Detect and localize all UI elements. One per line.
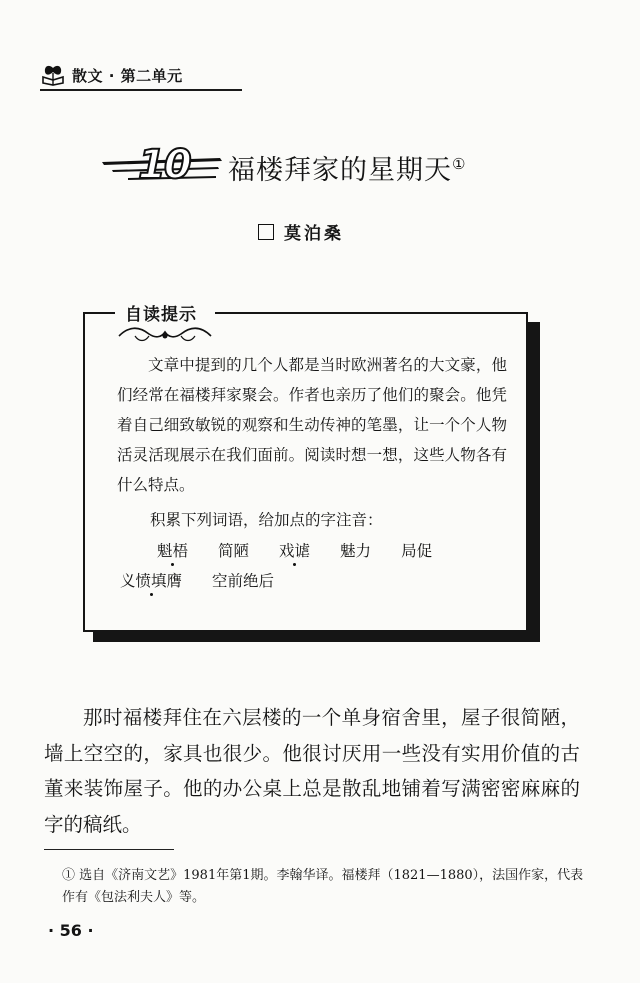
running-header [40,62,290,88]
vocab-word: 魁梧 [157,542,189,560]
lesson-title-block [100,140,540,196]
author-line [258,219,344,244]
page-number: · 56 · [48,921,94,940]
intro-panel-heading [115,296,215,348]
vocab-word: 简陋 [218,542,250,560]
main-text [44,700,580,842]
lesson-title [228,148,466,187]
intro-heading-text: 自读提示 [125,305,197,325]
header-rule [40,89,242,91]
vocab-row-2 [120,569,304,591]
square-bullet-icon [258,224,274,240]
vocab-word: 局促 [401,542,433,560]
author-name: 莫泊桑 [284,224,344,244]
footnote-rule [44,849,174,850]
vocab-instruction: 积累下列词语，给加点的字注音： [150,511,383,529]
footnote-reference[interactable]: ① [452,155,467,173]
intro-paragraph-block [117,350,507,500]
vocab-word: 空前绝后 [212,572,275,590]
body-paragraph: 那时福楼拜住在六层楼的一个单身宿舍里，屋子很简陋，墙上空空的，家具也很少。他很讨厌用一些没有实用价值的古董来装饰屋子。他的办公桌上总是散乱地铺着写满密密麻麻的字的稿纸。 [44,706,580,836]
floral-ornament-icon [115,324,215,344]
vocab-word: 魅力 [340,542,372,560]
section-title: 散文 · 第二单元 [72,66,183,85]
vocab-word: 戏谑 [279,542,311,560]
intro-paragraph: 文章中提到的几个人都是当时欧洲著名的大文豪，他们经常在福楼拜家聚会。作者也亲历了他们的聚会。他凭着自己细致敏锐的观察和生动传神的笔墨，让一个个人物活灵活现展示在我们面前。阅读时想一想，这些人物各有什么特点。 [117,356,507,494]
lesson-number: 10 [138,142,190,188]
lesson-title-text: 福楼拜家的星期天 [228,155,452,186]
lesson-number-badge [100,140,225,196]
vocab-word: 义愤填膺 [120,572,183,590]
open-book-leaf-icon [40,64,66,86]
vocab-row-1 [157,539,462,561]
footnote: ① 选自《济南文艺》1981年第1期。李翰华译。福楼拜（1821—1880），法国作家，代表作有《包法利夫人》等。 [62,868,584,905]
